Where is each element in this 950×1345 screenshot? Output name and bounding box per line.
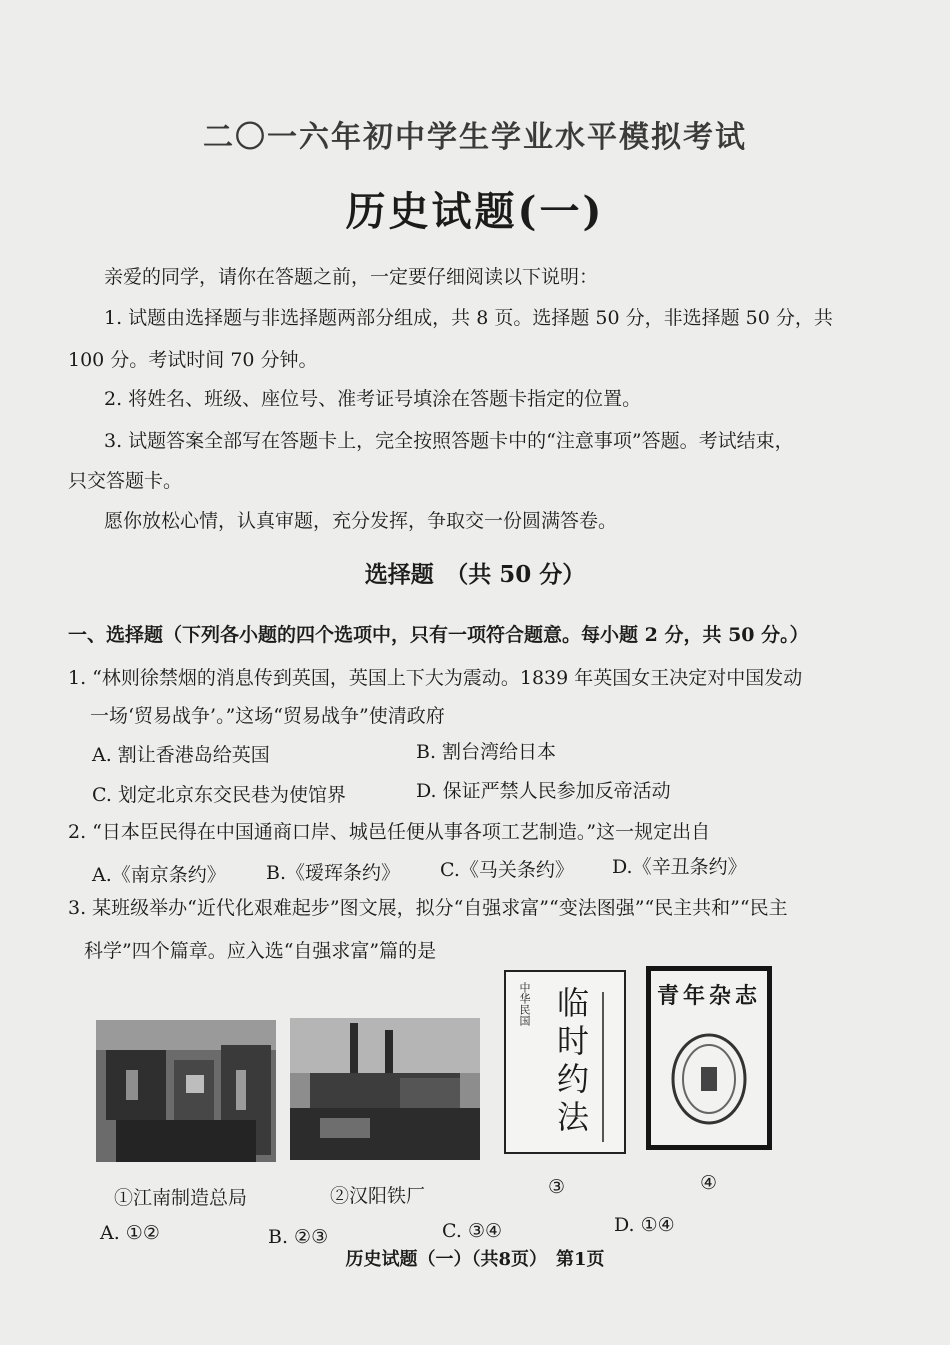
q3-option-a: A. ①② xyxy=(100,1222,160,1244)
q2-option-c: C.《马关条约》 xyxy=(440,859,574,881)
q3-option-c: C. ③④ xyxy=(442,1220,503,1242)
instruction-item-2: 2. 将姓名、班级、座位号、准考证号填涂在答题卡指定的位置。 xyxy=(104,388,642,410)
instruction-item-3-line-1: 3. 试题答案全部写在答题卡上，完全按照答题卡中的“注意事项”答题。考试结束， xyxy=(104,430,794,452)
instruction-item-1-line-1: 1. 试题由选择题与非选择题两部分组成，共 8 页。选择题 50 分，非选择题 50 分，共 xyxy=(104,307,833,329)
instructions-wish: 愿你放松心情，认真审题，充分发挥，争取交一份圆满答卷。 xyxy=(104,510,618,532)
q1-option-b: B. 割台湾给日本 xyxy=(416,741,557,763)
q3-stem-line-1: 3. 某班级举办“近代化艰难起步”图文展，拟分“自强求富”“变法图强”“民主共和”“民主 xyxy=(68,897,788,919)
q1-option-d: D. 保证严禁人民参加反帝活动 xyxy=(416,780,671,802)
figure-3-caption: ③ xyxy=(548,1176,566,1198)
q1-stem-line-2: 一场‘贸易战争’。”这场“贸易战争”使清政府 xyxy=(90,705,445,727)
q1-option-a: A. 割让香港岛给英国 xyxy=(92,744,270,766)
figure-1-caption: ①江南制造总局 xyxy=(114,1187,248,1209)
q2-option-a: A.《南京条约》 xyxy=(92,864,226,886)
q2-option-d: D.《辛丑条约》 xyxy=(612,856,747,878)
section-heading: 一、选择题（下列各小题的四个选项中，只有一项符合题意。每小题 2 分，共 50 分。） xyxy=(68,624,809,646)
provisional-constitution-document xyxy=(504,970,626,1154)
paper-title: 历史试题(一) xyxy=(345,188,605,235)
q1-option-c: C. 划定北京东交民巷为使馆界 xyxy=(92,784,346,806)
provisional-constitution-header: 中华民国 xyxy=(518,982,531,1026)
q3-stem-line-2: 科学”四个篇章。应入选“自强求富”篇的是 xyxy=(84,940,437,962)
q3-option-d: D. ①④ xyxy=(614,1214,675,1236)
q2-option-b: B.《瑷珲条约》 xyxy=(266,862,401,884)
hanyang-ironworks-photo xyxy=(290,1018,480,1160)
new-youth-magazine-cover xyxy=(646,966,772,1150)
exam-name: 二〇一六年初中学生学业水平模拟考试 xyxy=(203,120,747,155)
new-youth-magazine-title: 青年杂志 xyxy=(656,983,761,1009)
figure-4-caption: ④ xyxy=(700,1172,718,1194)
provisional-constitution-title: 临时约法 xyxy=(552,986,590,1138)
figure-2-caption: ②汉阳铁厂 xyxy=(330,1185,426,1207)
document-vertical-rule xyxy=(602,992,604,1142)
q1-stem-line-1: 1. “林则徐禁烟的消息传到英国，英国上下大为震动。1839 年英国女王决定对中国发动 xyxy=(68,667,803,689)
section-title: 选择题 （共 50 分） xyxy=(364,561,586,588)
instruction-item-1-line-2: 100 分。考试时间 70 分钟。 xyxy=(68,349,318,371)
instruction-item-3-line-2: 只交答题卡。 xyxy=(68,470,183,492)
q2-stem: 2. “日本臣民得在中国通商口岸、城邑任便从事各项工艺制造。”这一规定出自 xyxy=(68,821,711,843)
page-footer: 历史试题（一）（共8页） 第1页 xyxy=(345,1249,605,1270)
magazine-emblem-icon xyxy=(669,1029,749,1129)
jiangnan-arsenal-photo xyxy=(96,1020,276,1162)
instructions-greeting: 亲爱的同学，请你在答题之前，一定要仔细阅读以下说明： xyxy=(104,266,599,288)
q3-option-b: B. ②③ xyxy=(268,1226,329,1248)
